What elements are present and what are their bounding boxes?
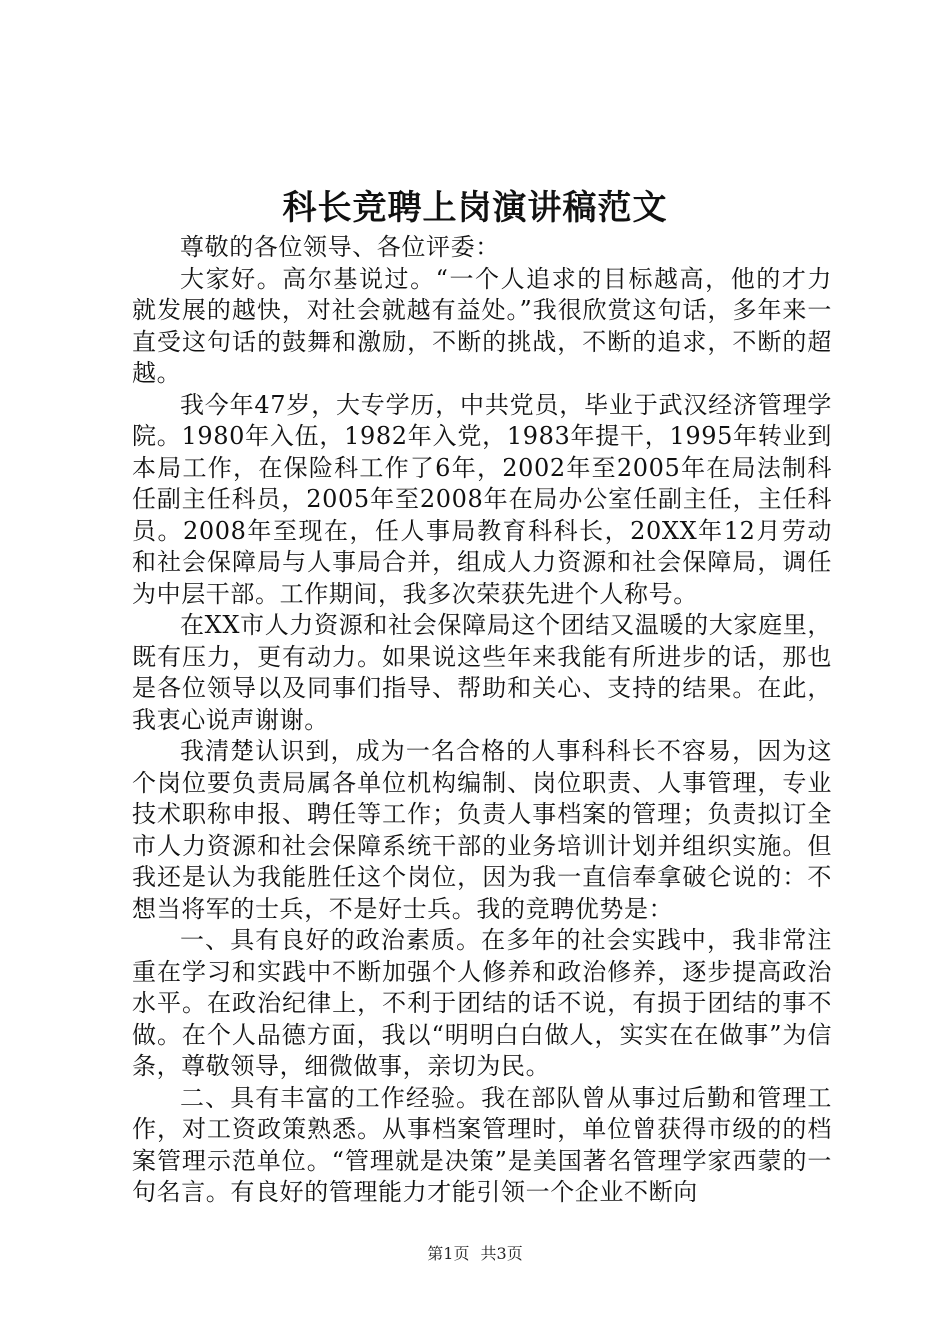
personal-background-paragraph: 我今年47岁，大专学历，中共党员，毕业于武汉经济管理学院。1980年入伍，1982年入党，1983年提干，1995年转业到本局工作，在保险科工作了6年，2002年至2005年在局法制科任副主任科员，2005年至2008年在局办公室任副主任，主任科员。2008年至现在，任人事局教育科科长，20XX年12月劳动和社会保障局与人事局合并，组成人力资源和社会保障局，调任为中层干部。工作期间，我多次荣获先进个人称号。 (132, 390, 832, 608)
document-body (132, 232, 832, 1209)
page-total: 共3页 (480, 1244, 523, 1263)
page-number: 第1页 (427, 1244, 470, 1263)
salutation-paragraph: 尊敬的各位领导、各位评委： (180, 233, 500, 261)
role-understanding-paragraph: 我清楚认识到，成为一名合格的人事科科长不容易，因为这个岗位要负责局属各单位机构编制、岗位职责、人事管理，专业技术职称申报、聘任等工作；负责人事档案的管理；负责拟订全市人力资源和社会保障系统干部的业务培训计划并组织实施。但我还是认为我能胜任这个岗位，因为我一直信奉拿破仑说的：不想当将军的士兵，不是好士兵。我的竞聘优势是： (132, 737, 832, 923)
advantage-two-paragraph: 二、具有丰富的工作经验。我在部队曾从事过后勤和管理工作，对工资政策熟悉。从事档案管理时，单位曾获得市级的的档案管理示范单位。“管理就是决策”是美国著名管理学家西蒙的一句名言。有良好的管理能力才能引领一个企业不断向 (132, 1083, 832, 1206)
page-footer (0, 1243, 950, 1265)
document-title: 科长竞聘上岗演讲稿范文 (282, 188, 668, 228)
gratitude-paragraph: 在XX市人力资源和社会保障局这个团结又温暖的大家庭里，既有压力，更有动力。如果说这些年来我能有所进步的话，那也是各位领导以及同事们指导、帮助和关心、支持的结果。在此，我衷心说声谢谢。 (132, 611, 832, 734)
advantage-one-paragraph: 一、具有良好的政治素质。在多年的社会实践中，我非常注重在学习和实践中不断加强个人修养和政治修养，逐步提高政治水平。在政治纪律上，不利于团结的话不说，有损于团结的事不做。在个人品德方面，我以“明明白白做人，实实在在做事”为信条，尊敬领导，细微做事，亲切为民。 (132, 926, 832, 1080)
greeting-paragraph: 大家好。高尔基说过。“一个人追求的目标越高，他的才力就发展的越快，对社会就越有益处。”我很欣赏这句话，多年来一直受这句话的鼓舞和激励，不断的挑战，不断的追求，不断的超越。 (132, 264, 832, 387)
